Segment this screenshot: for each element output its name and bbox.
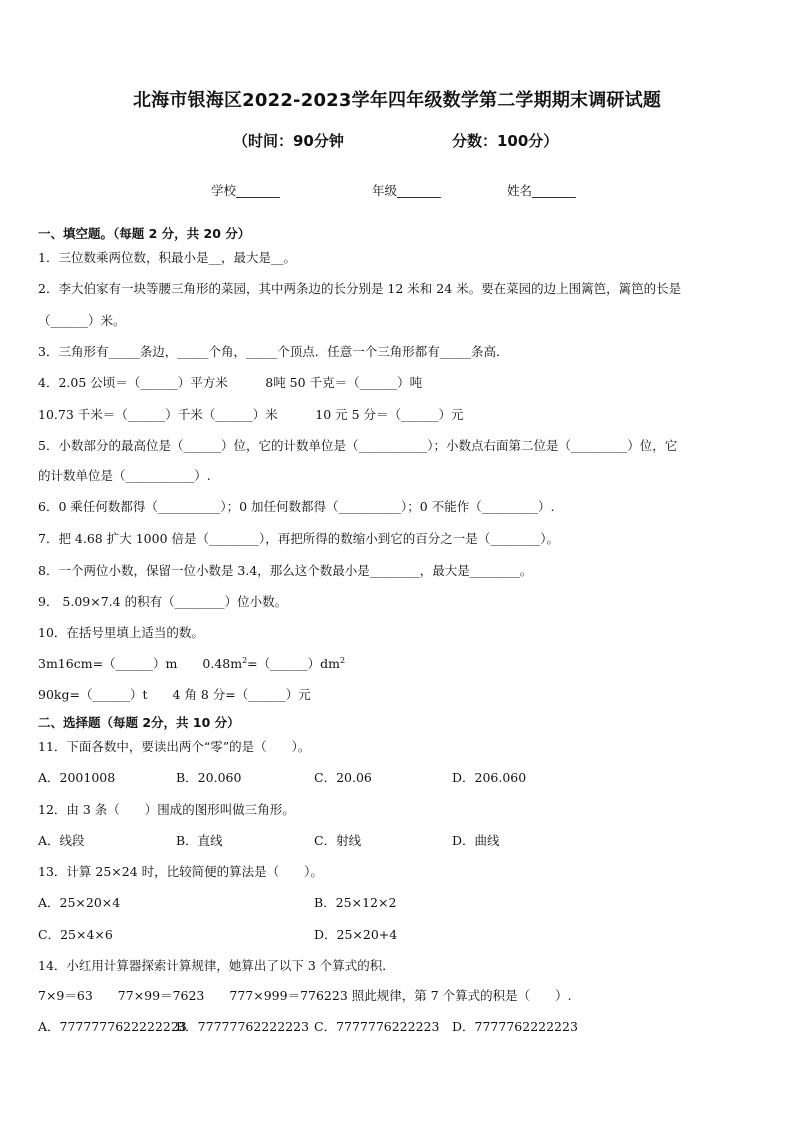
exam-title: 北海市银海区2022-2023学年四年级数学第二学期期末调研试题: [132, 90, 662, 111]
question-12-option-a: A．线段: [38, 833, 85, 848]
question-14-option-d: D．7777762222223: [452, 1019, 578, 1034]
question-4-line-2: 10.73 千米＝（______）千米（______）米 10 元 5 分＝（______）元: [38, 407, 464, 422]
question-3: 3．三角形有_____条边，_____个角，_____个顶点．任意一个三角形都有_____条高．: [38, 344, 509, 359]
question-8: 8．一个两位小数，保留一位小数是 3.4，那么这个数最小是________，最大是________。: [38, 563, 533, 578]
question-11-option-a: A．2001008: [38, 770, 116, 785]
question-10-part-a-start: 3m16cm=（______）m 0.48m: [38, 656, 243, 671]
question-10-part-b: 90kg=（______）t 4 角 8 分=（______）元: [38, 687, 311, 702]
question-9: 9． 5.09×7.4 的积有（________）位小数。: [38, 594, 288, 609]
exam-time: （时间：90分钟: [233, 132, 344, 150]
question-5-line-2: 的计数单位是（___________）.: [38, 468, 211, 483]
section-choice-heading: 二、选择题（每题 2分，共 10 分）: [38, 715, 240, 730]
question-12-option-d: D．曲线: [452, 833, 500, 848]
exam-score: 分数：100分）: [452, 132, 559, 150]
question-14-option-b: B．77777762222223: [176, 1019, 310, 1034]
question-13-option-b: B．25×12×2: [314, 895, 397, 910]
question-12-option-b: B．直线: [176, 833, 223, 848]
question-13-option-c: C．25×4×6: [38, 927, 113, 942]
question-10-part-a-end: =（______）dm: [247, 656, 341, 671]
question-13-option-d: D．25×20+4: [314, 927, 398, 942]
section-fill-in-heading: 一、填空题。（每题 2 分，共 20 分）: [38, 226, 251, 241]
question-2-line-1: 2．李大伯家有一块等腰三角形的菜园，其中两条边的长分别是 12 米和 24 米。要在菜园的边上围篱笆，篱笆的长是: [38, 281, 682, 296]
question-11-option-b: B．20.060: [176, 770, 242, 785]
question-14-option-a: A．7777777622222223: [38, 1019, 187, 1034]
question-14: 14．小红用计算器探索计算规律，她算出了以下 3 个算式的积．: [38, 958, 395, 973]
question-10: 10．在括号里填上适当的数。: [38, 625, 204, 640]
superscript-2: 2: [340, 655, 346, 665]
grade-field: 年级_______: [372, 183, 441, 198]
question-5-line-1: 5．小数部分的最高位是（______）位，它的计数单位是（___________）；小数点右面第二位是（_________）位，它: [38, 438, 678, 453]
superscript-2: 2: [242, 655, 248, 665]
question-14-option-c: C．7777776222223: [314, 1019, 440, 1034]
question-11: 11．下面各数中，要读出两个“零”的是（ ）。: [38, 739, 311, 754]
question-13: 13．计算 25×24 时，比较简便的算法是（ ）。: [38, 864, 323, 879]
question-12-option-c: C．射线: [314, 833, 362, 848]
question-6: 6．0 乘任何数都得（__________）；0 加任何数都得（__________）；0 不能作（_________）.: [38, 499, 555, 514]
question-1: 1．三位数乘两位数，积最小是__，最大是__。: [38, 250, 296, 265]
question-2-line-2: （______）米。: [38, 313, 126, 328]
question-12: 12．由 3 条（ ）围成的图形叫做三角形。: [38, 802, 295, 817]
question-7: 7．把 4.68 扩大 1000 倍是（________），再把所得的数缩小到它的百分之一是（________）。: [38, 531, 559, 546]
question-13-option-a: A．25×20×4: [38, 895, 121, 910]
question-14-examples: 7×9＝63 77×99＝7623 777×999＝776223 照此规律，第 7 个算式的积是（ ）.: [38, 988, 572, 1003]
question-11-option-c: C．20.06: [314, 770, 372, 785]
name-field: 姓名_______: [507, 183, 576, 198]
question-11-option-d: D．206.060: [452, 770, 527, 785]
question-4-line-1: 4．2.05 公顷＝（______）平方米 8吨 50 千克＝（______）吨: [38, 375, 423, 390]
school-field: 学校_______: [211, 183, 280, 198]
question-10-part-a: [38, 655, 345, 673]
